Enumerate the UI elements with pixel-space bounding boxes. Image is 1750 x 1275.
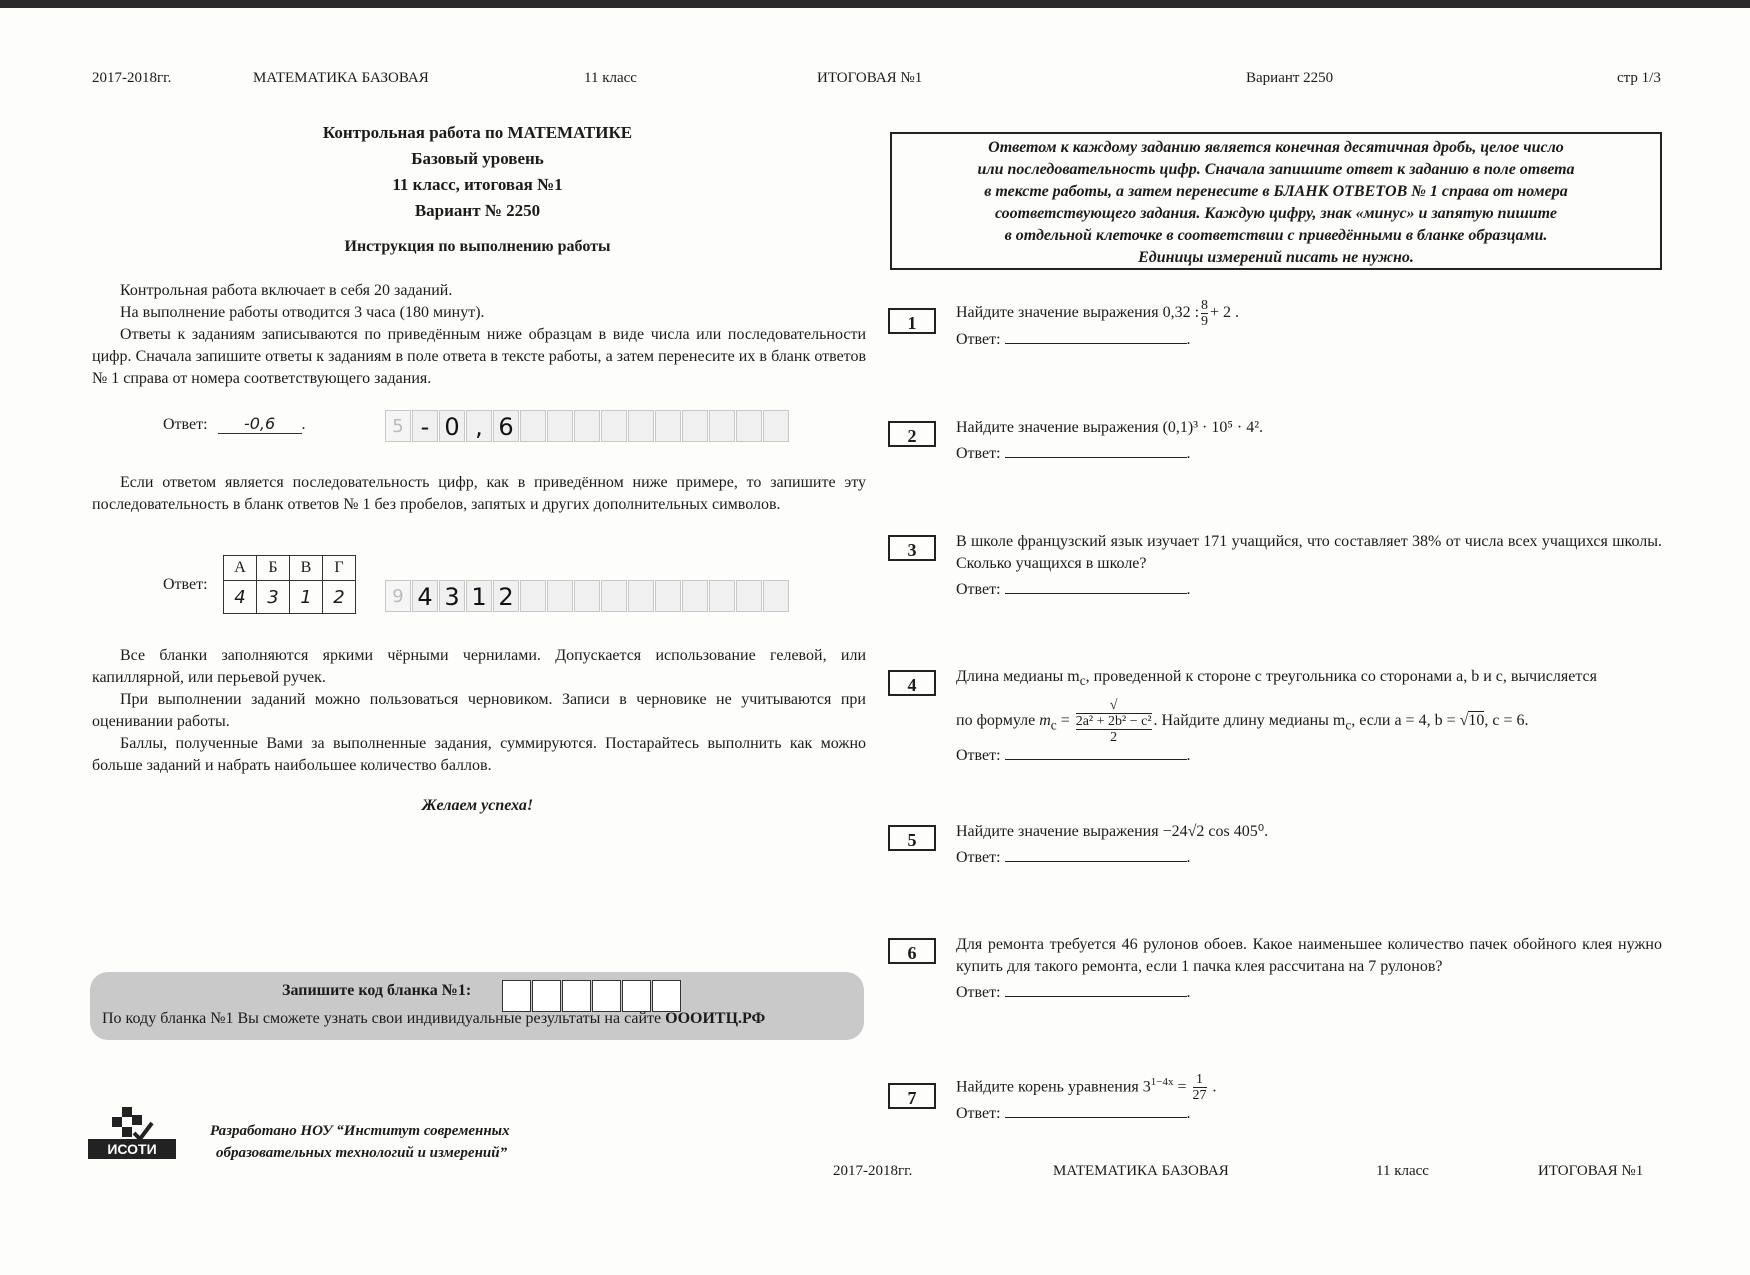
cell	[682, 410, 708, 442]
cell	[601, 580, 627, 612]
cell: 1	[466, 580, 492, 612]
cell: -	[412, 410, 438, 442]
cell: 0	[439, 410, 465, 442]
page-title	[90, 120, 865, 224]
task-number: 4	[888, 670, 936, 696]
instructions-p1: Контрольная работа включает в себя 20 заданий.	[120, 282, 453, 299]
instructions-block-1	[92, 280, 866, 390]
example2-table	[223, 555, 356, 614]
title-line-2: Базовый уровень	[411, 149, 544, 168]
cell	[736, 580, 762, 612]
table-cell: 1	[290, 581, 323, 614]
footer-subject: МАТЕМАТИКА БАЗОВАЯ	[1053, 1163, 1229, 1179]
cell	[628, 580, 654, 612]
cell	[709, 580, 735, 612]
page: 2017-2018гг. МАТЕМАТИКА БАЗОВАЯ 11 класс ИТОГОВАЯ №1 Вариант 2250 стр 1/3 Контрольная работа по МАТЕМАТИКЕ Базовый уровень 11 класс, итоговая №1 Вариант № 2250 Инструкция по выполнению работы Контрольная работа включает в себя 20 заданий. На выполнение работы отводится 3 часа (180 минут). Ответы к заданиям записываются по приведённым ниже образцам в виде числа или последовательности цифр. Сначала запишите ответы к заданиям в поле ответа в тексте работы, а затем перенесите их в бланк ответов № 1 справа от номера соответствующего задания. Ответ: -0,6 . 5 - 0 , 6 Если ответом является последовательность цифр, как в приведённом ниже примере, то запишите эту последовательность в бланк ответов № 1 без пробелов, запятых и других дополнительных символов. Ответ: А Б В Г 4 3 1 2 9 4 3 1 2 Все бланки заполняются яркими чёрными чернилами. Допускается использование гелевой, или капиллярной, или перьевой ручек. При выполнении заданий можно пользоваться черновиком. Записи в черновике не учитываются при оценивании работы. Баллы, полученные Вами за выполненные задания, суммируются. Постарайтесь выполнить как можно больше заданий и набрать наибольшее количество баллов. Желаем успеха! Запишите код бланка №1: По коду бланка №1 Вы сможете узнать свои индивидуальные результаты на сайте ОООИТЦ.РФ ИСОТИ Разработано НОУ “Институт современных образовательных технологий и измерений” Ответом к каждому заданию является конечная десятичная дробь, целое число или последовательность цифр. Сначала запишите ответ к заданию в поле ответа в тексте работы, а затем перенесите в БЛАНК ОТВЕТОВ № 1 справа от номера соответствующего задания. Каждую цифру, знак «минус» и запятую пишите в отдельной клеточке в соответствии с приведёнными в бланке образцами. Единицы измерений писать не нужно. 1 Найдите значение выражения 0,32 : $\frac{8}{9}$ + 2 . Ответ: . 2 Найдите значение выражения (0,1)³ · 10⁵ · 4². Ответ: . 3 В школе французский язык изучает 171 учащийся, что составляет 38% от числа всех учащихся школы. Сколько учащихся в школе? Ответ: . 4 Длина медианы $m_c$, проведенной к стороне c треугольника со сторонами a, b и c, вычисляется по формуле $m_c$ = √ 2a² + 2b² − c² 2 . Найдите длину медианы $m_c$, если a = 4, b = √10, c = 6. Ответ: . 5 Найдите значение выражения −24√2 cos 405⁰. Ответ: . 6 Для ремонта требуется 46 рулонов обоев. Какое наименьшее количество пачек обойного клея нужно купить для такого ремонта, если 1 пачка клея рассчитана на 7 рулонов? Ответ: . 7 Найдите корень уравнения $3^{1-4x}$ = $\frac{1}{27}$ . Ответ: . 2017-2018гг. МАТЕМАТИКА БАЗОВАЯ 11 класс ИТОГОВАЯ №1	[0, 0, 1750, 1275]
task-number: 6	[888, 938, 936, 964]
logo-text: ИСОТИ	[107, 1141, 157, 1157]
cell: 6	[493, 410, 519, 442]
cell	[520, 410, 546, 442]
cell	[655, 410, 681, 442]
cell	[709, 410, 735, 442]
header-type: ИТОГОВАЯ №1	[817, 70, 923, 86]
answer-field[interactable]: Ответ: .	[956, 1105, 1191, 1123]
wish-text: Желаем успеха!	[421, 797, 534, 814]
instructions-block-3	[92, 645, 866, 777]
site-name: ОООИТЦ.РФ	[665, 1010, 766, 1027]
cell	[547, 580, 573, 612]
code-cell[interactable]	[652, 980, 681, 1012]
table-cell: 2	[323, 581, 356, 614]
header-page: стр 1/3	[1617, 70, 1661, 86]
example1-handwritten: -0,6	[218, 414, 302, 434]
header-subject: МАТЕМАТИКА БАЗОВАЯ	[253, 70, 429, 86]
table-header: Г	[323, 556, 356, 581]
cell: 4	[412, 580, 438, 612]
cell	[574, 410, 600, 442]
scan-edge	[0, 0, 1750, 8]
instructions-p7: Баллы, полученные Вами за выполненные задания, суммируются. Постарайтесь выполнить как можно больше заданий и набрать наибольшее количество баллов.	[92, 735, 866, 774]
example2-answer-label: Ответ:	[163, 576, 208, 593]
task-number: 5	[888, 825, 936, 851]
code-cell[interactable]	[502, 980, 531, 1012]
instructions-block-2	[92, 472, 866, 516]
instructions-p5: Все бланки заполняются яркими чёрными чернилами. Допускается использование гелевой, или капиллярной, или перьевой ручек.	[92, 647, 866, 686]
code-input-cells[interactable]	[502, 980, 682, 1012]
task-number: 1	[888, 308, 936, 334]
info-box: Ответом к каждому заданию является конечная десятичная дробь, целое число или последовательность цифр. Сначала запишите ответ к заданию в поле ответа в тексте работы, а затем перенесите в БЛАНК ОТВЕТОВ № 1 справа от номера соответствующего задания. Каждую цифру, знак «минус» и запятую пишите в отдельной клеточке в соответствии с приведёнными в бланке образцами. Единицы измерений писать не нужно.	[890, 132, 1662, 270]
example1-answer-label: Ответ: -0,6 .	[163, 414, 306, 433]
code-cell[interactable]	[532, 980, 561, 1012]
cell	[574, 580, 600, 612]
cell: ,	[466, 410, 492, 442]
header-year: 2017-2018гг.	[92, 70, 172, 86]
cell-number: 9	[385, 580, 411, 612]
title-line-3: 11 класс, итоговая №1	[392, 175, 563, 194]
cell	[736, 410, 762, 442]
code-cell[interactable]	[622, 980, 651, 1012]
table-cell: 4	[224, 581, 257, 614]
cell	[520, 580, 546, 612]
task-number: 2	[888, 421, 936, 447]
instructions-p6: При выполнении заданий можно пользоваться черновиком. Записи в черновике не учитываются при оценивании работы.	[92, 691, 866, 730]
instructions-p4: Если ответом является последовательность цифр, как в приведённом ниже примере, то запишите эту последовательность в бланк ответов № 1 без пробелов, запятых и других дополнительных символов.	[92, 474, 866, 513]
cell: 2	[493, 580, 519, 612]
answer-field[interactable]: Ответ: .	[956, 445, 1191, 462]
cell	[763, 410, 789, 442]
example1-cells	[385, 410, 790, 442]
answer-field[interactable]: Ответ: .	[956, 984, 1191, 1001]
code-cell[interactable]	[592, 980, 621, 1012]
footer-type: ИТОГОВАЯ №1	[1538, 1163, 1644, 1179]
answer-field[interactable]: Ответ: .	[956, 849, 1191, 866]
isoti-logo-icon	[88, 1107, 176, 1159]
cell	[547, 410, 573, 442]
cell: 3	[439, 580, 465, 612]
code-box	[90, 972, 864, 1040]
answer-field[interactable]: Ответ: .	[956, 747, 1191, 765]
developer-text: Разработано НОУ “Институт современных образовательных технологий и измерений”	[210, 1123, 510, 1161]
example2-cells	[385, 580, 790, 612]
fraction: $\frac{1}{27}$	[1192, 1072, 1207, 1104]
instructions-p2: На выполнение работы отводится 3 часа (180 минут).	[120, 304, 485, 321]
code-label: Запишите код бланка №1:	[282, 982, 472, 999]
task-number: 7	[888, 1083, 936, 1109]
footer-year: 2017-2018гг.	[833, 1163, 913, 1179]
code-cell[interactable]	[562, 980, 591, 1012]
cell	[682, 580, 708, 612]
instructions-p3: Ответы к заданиям записываются по приведённым ниже образцам в виде числа или последовательности цифр. Сначала запишите ответы к заданиям в поле ответа в тексте работы, а затем перенесите их в бланк ответов № 1 справа от номера соответствующего задания.	[92, 326, 866, 387]
table-header: А	[224, 556, 257, 581]
table-header: Б	[257, 556, 290, 581]
fraction: $\frac{8}{9}$	[1201, 298, 1209, 329]
code-info: По коду бланка №1 Вы сможете узнать свои индивидуальные результаты на сайте ОООИТЦ.РФ	[102, 1010, 766, 1027]
task-number: 3	[888, 535, 936, 561]
header-variant: Вариант 2250	[1246, 70, 1334, 86]
instructions-heading: Инструкция по выполнению работы	[344, 238, 611, 255]
answer-field[interactable]: Ответ: .	[956, 331, 1191, 348]
answer-field[interactable]: Ответ: .	[956, 581, 1191, 598]
table-header: В	[290, 556, 323, 581]
title-line-4: Вариант № 2250	[414, 201, 541, 220]
title-line-1: Контрольная работа по МАТЕМАТИКЕ	[322, 123, 633, 142]
cell	[628, 410, 654, 442]
table-cell: 3	[257, 581, 290, 614]
header-grade: 11 класс	[584, 70, 637, 86]
footer-grade: 11 класс	[1376, 1163, 1429, 1179]
formula-fraction: √ 2a² + 2b² − c² 2	[1075, 698, 1152, 746]
cell	[763, 580, 789, 612]
cell-number: 5	[385, 410, 411, 442]
cell	[601, 410, 627, 442]
cell	[655, 580, 681, 612]
